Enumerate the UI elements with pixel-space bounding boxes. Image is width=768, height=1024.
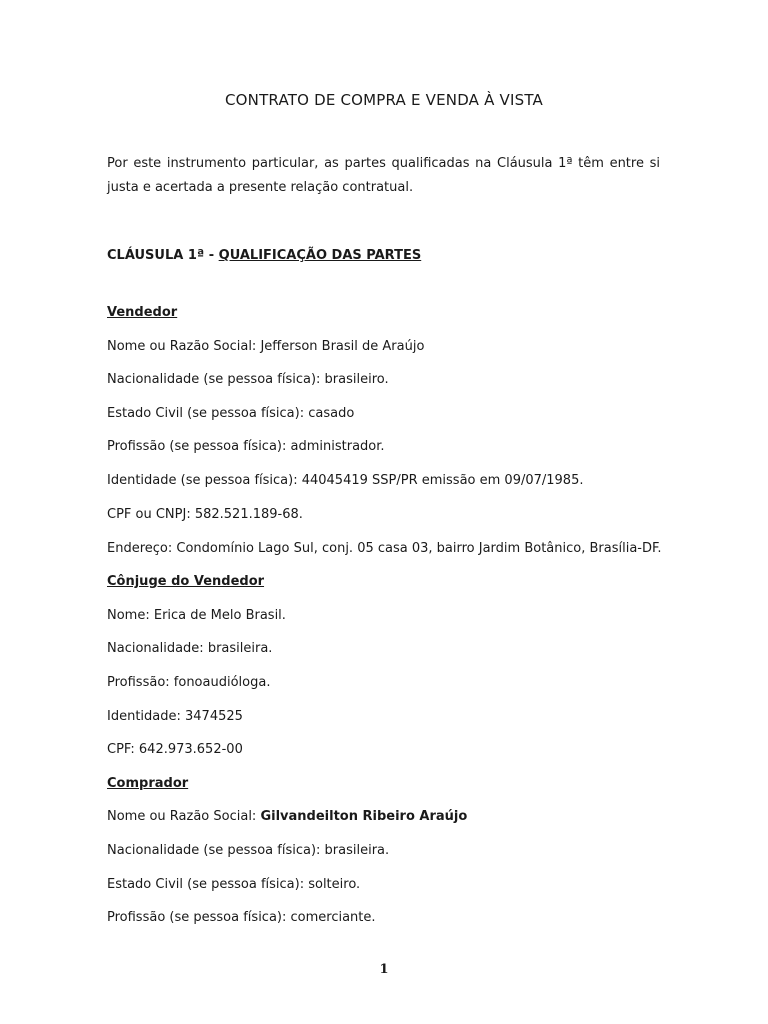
spouse-cpf: CPF: 642.973.652-00 [107,742,243,757]
seller-name: Nome ou Razão Social: Jefferson Brasil de Araújo [107,339,425,354]
clause-1-heading [107,247,421,265]
buyer-profession: Profissão (se pessoa física): comerciante. [107,910,376,925]
clause-1-prefix: CLÁUSULA 1ª - [107,248,219,263]
document-title: CONTRATO DE COMPRA E VENDA À VISTA [224,91,544,109]
spouse-name: Nome: Erica de Melo Brasil. [107,608,286,623]
buyer-nationality: Nacionalidade (se pessoa física): brasileira. [107,843,390,858]
intro-paragraph: Por este instrumento particular, as partes qualificadas na Cláusula 1ª têm entre si justa e acertada a presente relação contratual. [107,156,660,195]
seller-cpf: CPF ou CNPJ: 582.521.189-68. [107,507,303,522]
page-number: 1 [379,962,389,977]
spouse-identity: Identidade: 3474525 [107,709,243,724]
buyer-heading: Comprador [107,776,189,791]
seller-nationality: Nacionalidade (se pessoa física): brasileiro. [107,372,389,387]
buyer-civil-status: Estado Civil (se pessoa física): solteiro. [107,877,361,892]
buyer-name-value: Gilvandeilton Ribeiro Araújo [260,809,468,824]
buyer-name [107,808,467,826]
spouse-nationality: Nacionalidade: brasileira. [107,641,273,656]
seller-profession: Profissão (se pessoa física): administrador. [107,439,385,454]
buyer-name-label: Nome ou Razão Social: [107,809,261,824]
seller-heading: Vendedor [107,305,178,320]
seller-civil-status: Estado Civil (se pessoa física): casado [107,406,355,421]
spouse-heading: Cônjuge do Vendedor [107,574,265,589]
spouse-profession: Profissão: fonoaudióloga. [107,675,271,690]
clause-1-title: QUALIFICAÇÃO DAS PARTES [218,248,422,263]
seller-address: Endereço: Condomínio Lago Sul, conj. 05 casa 03, bairro Jardim Botânico, Brasília-DF. [107,541,662,556]
seller-identity: Identidade (se pessoa física): 44045419 SSP/PR emissão em 09/07/1985. [107,473,584,488]
